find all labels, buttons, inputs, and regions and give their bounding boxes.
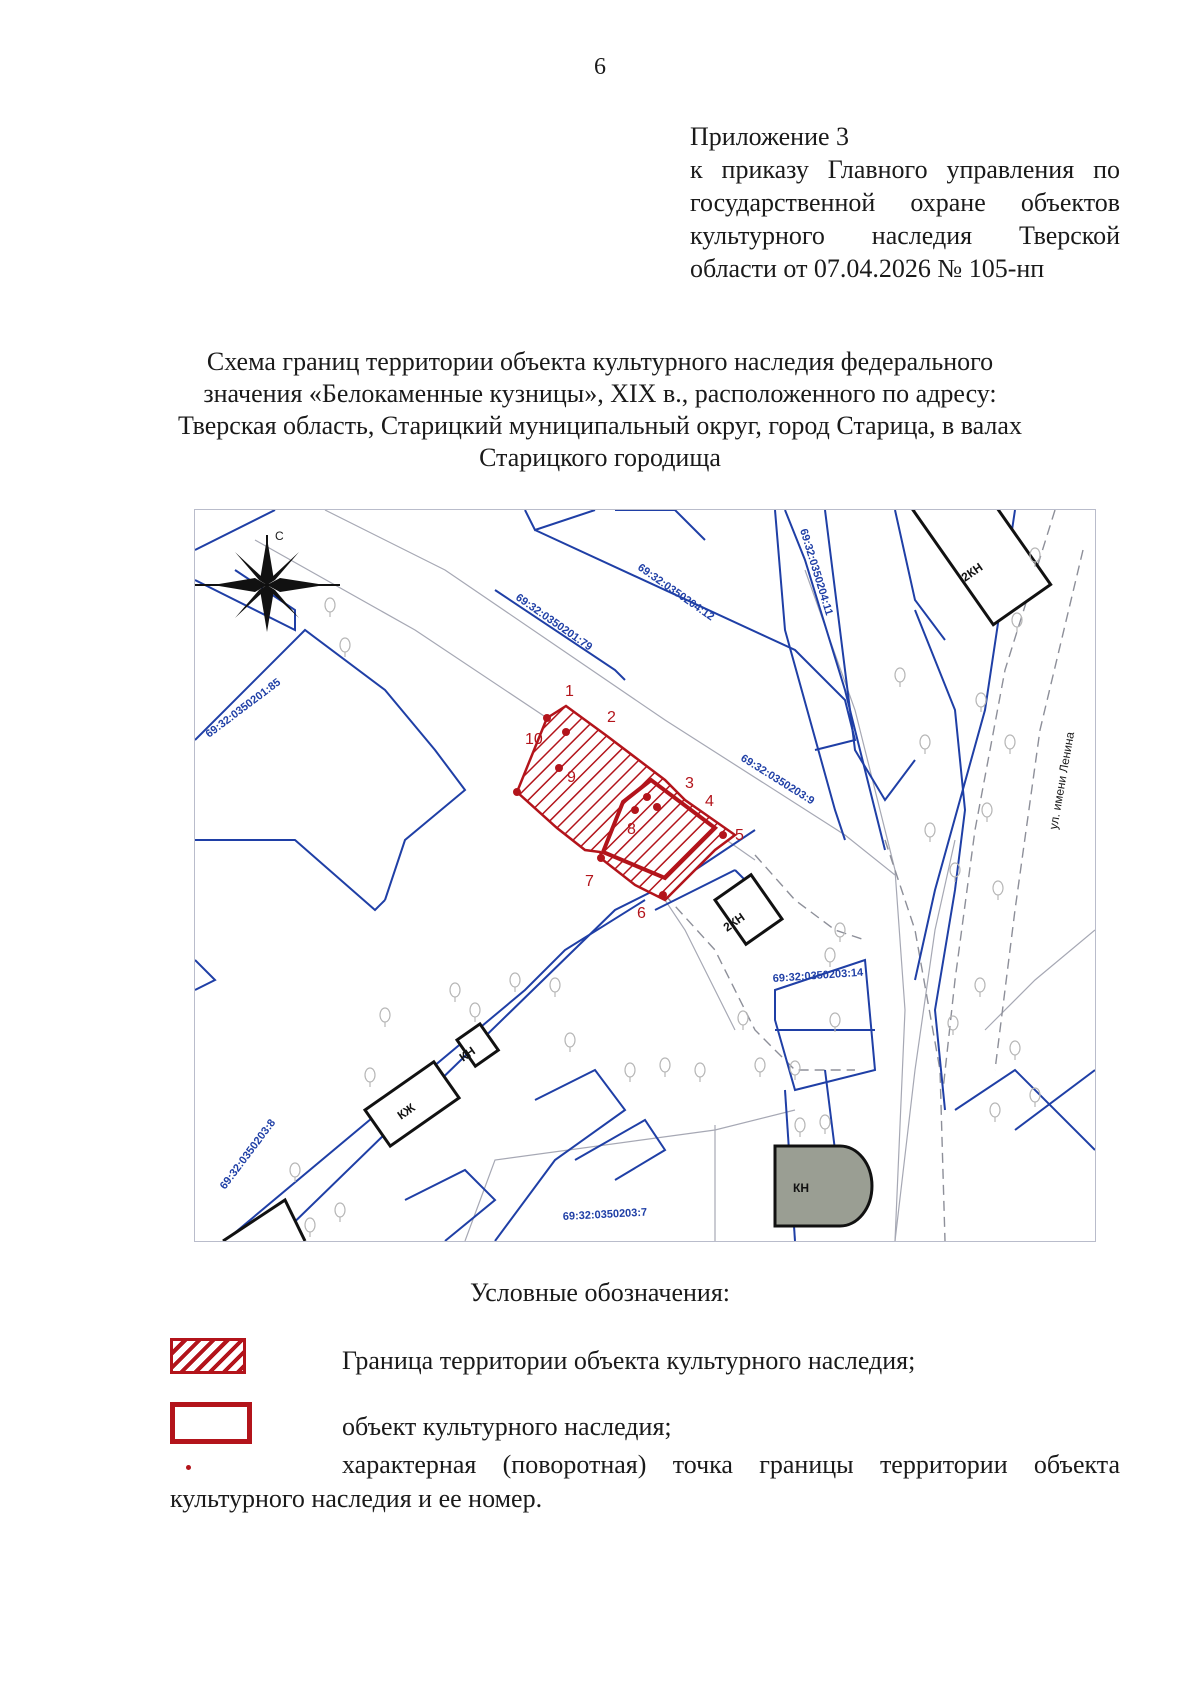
building-label: КН: [793, 1181, 809, 1195]
outline-swatch: [170, 1402, 252, 1444]
point-label: 5: [735, 827, 744, 844]
building-2kn-center: [715, 875, 782, 944]
parcel-label: 69:32:0350201:85: [203, 676, 284, 741]
legend-object-text: объект культурного наследия;: [342, 1412, 672, 1441]
legend-title: Условные обозначения:: [469, 1278, 731, 1307]
heritage-territory: [513, 706, 735, 900]
appendix-line: Приложение 3: [690, 122, 850, 151]
building-label: КН: [456, 1043, 478, 1065]
appendix-line: государственной охране объектов: [690, 188, 1120, 217]
parcel-label: 69:32:0350203:9: [738, 752, 817, 808]
title-line: значения «Белокаменные кузницы», XIX в., расположенного по адресу:: [203, 379, 997, 408]
building-kn-grey: [775, 1146, 872, 1226]
parcel-label: 69:32:0350204:12: [635, 561, 717, 624]
point-label: 6: [637, 905, 646, 922]
building-label: 2КН: [720, 909, 748, 935]
point-label: 9: [567, 769, 576, 786]
appendix-line: области от 07.04.2026 № 105-нп: [690, 254, 1045, 283]
street-label: ул. имени Ленина: [1046, 730, 1078, 831]
hatch-swatch: [170, 1338, 246, 1374]
map-svg: [195, 510, 1095, 1241]
building-partial: [223, 1200, 305, 1241]
parcel-label: 69:32:0350203:7: [562, 1206, 648, 1223]
building-label: КЖ: [394, 1100, 418, 1123]
appendix-line: культурного наследия Тверской: [690, 221, 1120, 250]
page-number: 6: [594, 54, 606, 80]
point-label: 2: [607, 709, 616, 726]
point-label: 1: [565, 683, 574, 700]
parcel-label: 69:32:0350201:79: [513, 591, 595, 654]
title-line: Старицкого городища: [479, 443, 721, 472]
point-label: 8: [627, 821, 636, 838]
appendix-header: [690, 120, 1120, 285]
appendix-line: к приказу Главного управления по: [690, 155, 1120, 184]
legend-point-line2: культурного наследия и ее номер.: [170, 1484, 543, 1513]
point-label: 4: [705, 793, 714, 810]
legend-point-text: [170, 1448, 1120, 1516]
legend-territory-text: Граница территории объекта культурного наследия;: [342, 1346, 916, 1375]
point-label: 7: [585, 873, 594, 890]
scheme-title: [150, 346, 1050, 474]
parcel-label: 69:32:0350203:14: [772, 966, 864, 985]
parcel-label: 69:32:0350204:11: [797, 527, 835, 617]
building-2kn-top: [913, 510, 1051, 625]
parcel-label: 69:32:0350203:8: [217, 1117, 279, 1192]
point-label: 10: [525, 731, 543, 748]
legend-point-line1: характерная (поворотная) точка границы территории объекта: [342, 1450, 1120, 1479]
title-line: Тверская область, Старицкий муниципальный округ, город Старица, в валах: [178, 411, 1022, 440]
title-line: Схема границ территории объекта культурного наследия федерального: [206, 347, 994, 376]
building-label: 2КН: [958, 559, 986, 585]
north-label: С: [275, 529, 284, 543]
north-arrow: [195, 529, 340, 632]
boundary-map: [194, 509, 1096, 1242]
point-label: 3: [685, 775, 694, 792]
